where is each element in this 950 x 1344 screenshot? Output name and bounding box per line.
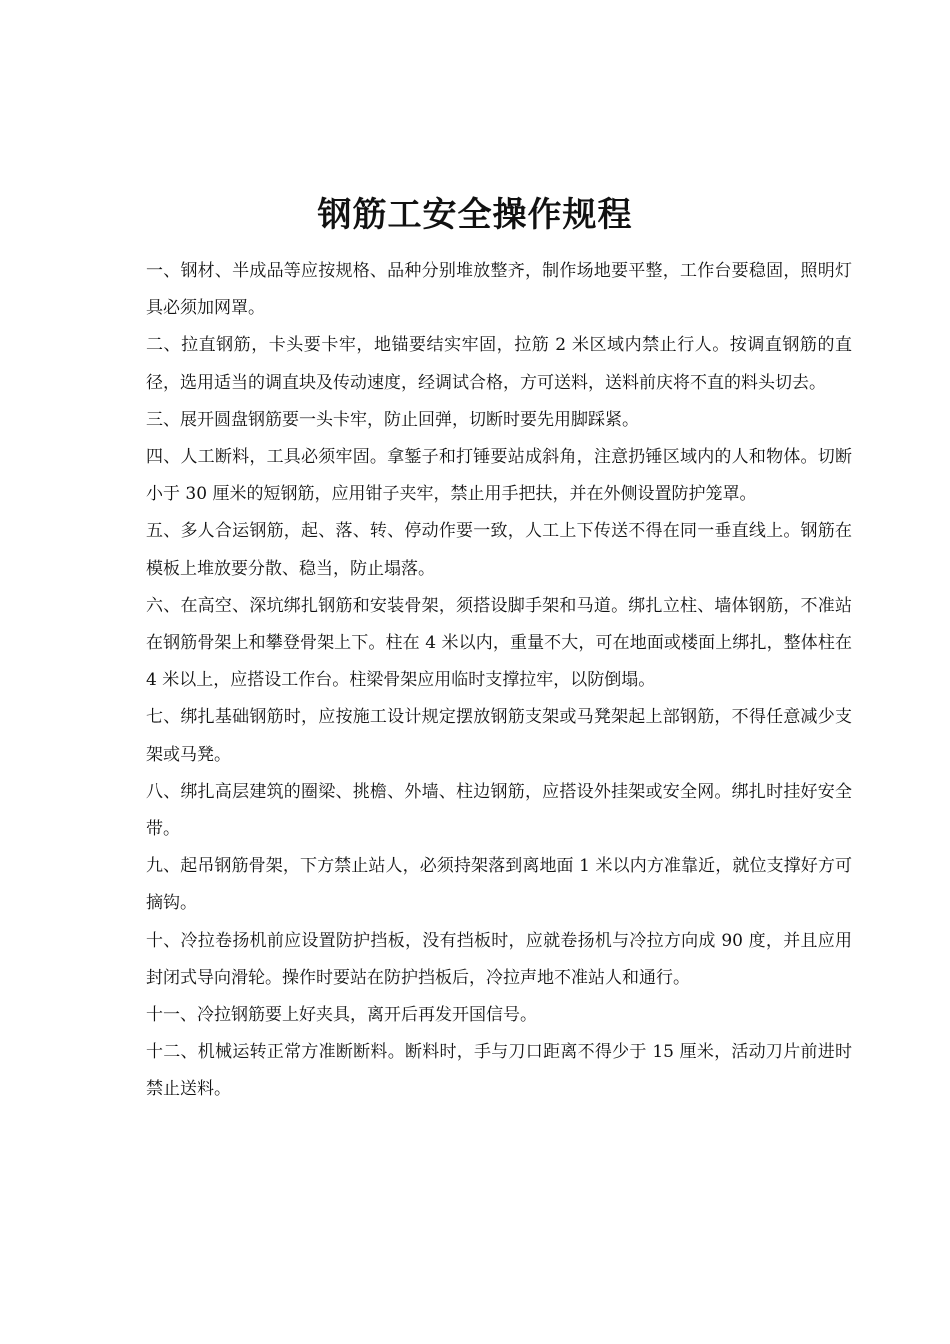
paragraph-8: 八、绑扎高层建筑的圈梁、挑檐、外墙、柱边钢筋，应搭设外挂架或安全网。绑扎时挂好安全带。 (146, 781, 852, 840)
document-body (146, 253, 852, 1109)
paragraph-3: 三、展开圆盘钢筋要一头卡牢，防止回弹，切断时要先用脚踩紧。 (146, 409, 639, 430)
paragraph-1: 一、钢材、半成品等应按规格、品种分别堆放整齐，制作场地要平整，工作台要稳固，照明灯具必须加网罩。 (146, 261, 852, 319)
paragraph-4: 四、人工断料，工具必须牢固。拿錾子和打锤要站成斜角，注意扔锤区域内的人和物体。切断小于 30 厘米的短钢筋，应用钳子夹牢，禁止用手把扶，并在外侧设置防护笼罩。 (146, 447, 852, 505)
paragraph-7: 七、绑扎基础钢筋时，应按施工设计规定摆放钢筋支架或马凳架起上部钢筋，不得任意减少支架或马凳。 (146, 707, 852, 765)
paragraph-6: 六、在高空、深坑绑扎钢筋和安装骨架，须搭设脚手架和马道。绑扎立柱、墙体钢筋，不准站在钢筋骨架上和攀登骨架上下。柱在 4 米以内，重量不大，可在地面或楼面上绑扎，整体柱在 4 米以上，应搭设工作台。柱梁骨架应用临时支撑拉牢，以防倒塌。 (146, 595, 852, 691)
paragraph-10: 十、冷拉卷扬机前应设置防护挡板，没有挡板时，应就卷扬机与冷拉方向成 90 度，并且应用封闭式导向滑轮。操作时要站在防护挡板后，冷拉声地不准站人和通行。 (146, 930, 852, 988)
paragraph-9: 九、起吊钢筋骨架，下方禁止站人，必须持架落到离地面 1 米以内方准靠近，就位支撑好方可摘钩。 (146, 856, 852, 914)
paragraph-2: 二、拉直钢筋，卡头要卡牢，地锚要结实牢固，拉筋 2 米区域内禁止行人。按调直钢筋的直径，选用适当的调直块及传动速度，经调试合格，方可送料，送料前庆将不直的料头切去。 (146, 335, 852, 393)
paragraph-12: 十二、机械运转正常方准断断料。断料时，手与刀口距离不得少于 15 厘米，活动刀片前进时禁止送料。 (146, 1042, 852, 1100)
paragraph-5: 五、多人合运钢筋，起、落、转、停动作要一致，人工上下传送不得在同一垂直线上。钢筋在模板上堆放要分散、稳当，防止塌落。 (146, 521, 852, 579)
paragraph-11: 十一、冷拉钢筋要上好夹具，离开后再发开国信号。 (146, 1005, 537, 1026)
document-title: 钢筋工安全操作规程 (317, 195, 633, 235)
